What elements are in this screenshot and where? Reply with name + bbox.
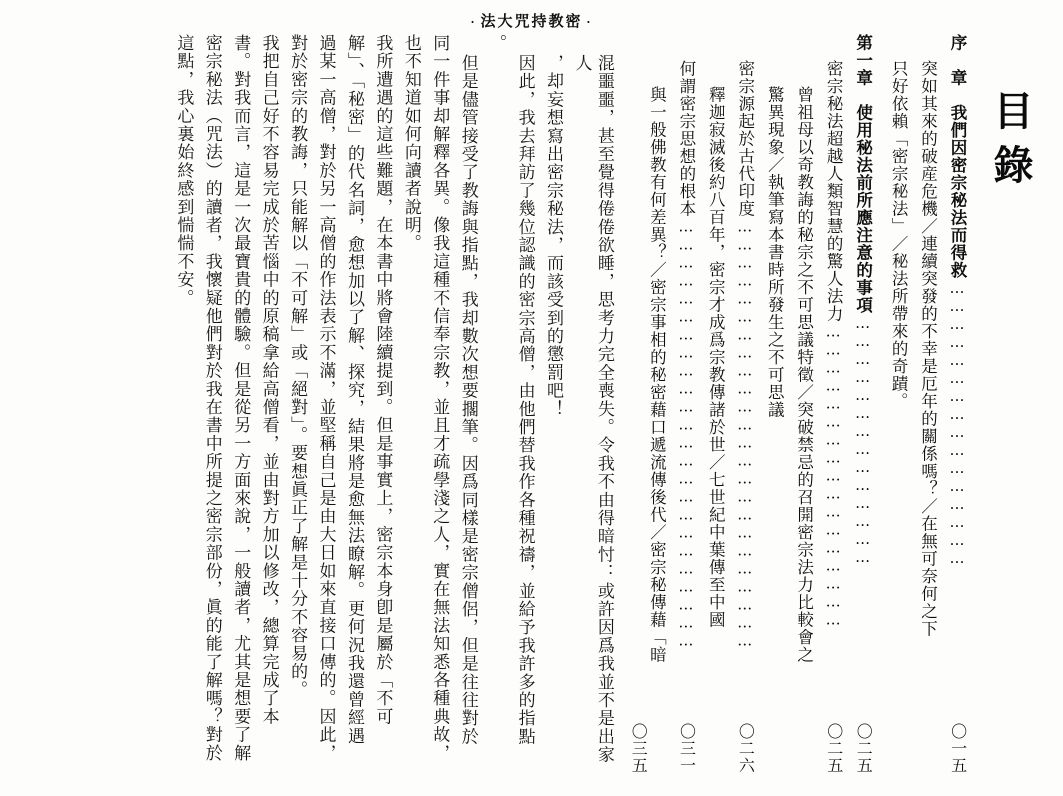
toc-entry-7[interactable] xyxy=(730,34,760,776)
toc-entry-5 xyxy=(789,34,818,776)
preface-column-8: 解」、「秘密」的代名詞，愈想加以了解、探究，結果將是愈無法瞭解。更何況我還曾經遇 xyxy=(343,34,364,745)
toc-entry-label: 驚異現象／執筆寫本書時所發生之不可思議 xyxy=(765,86,785,419)
toc-entry-label: 與一般佛教有何差異？／密宗事相的秘密藉口遞流傳後代／密宗秘傳藉「暗 xyxy=(647,86,667,664)
toc-entry-8 xyxy=(701,34,730,776)
preface-column-7: 我所遭遇的這些難題，在本書中將會陸續提到。但是事實上，密宗本身卽是屬於「不可 xyxy=(372,34,393,726)
toc-entry-label: 序 章 我們因密宗秘法而得救 xyxy=(948,34,967,279)
toc-entry-3[interactable] xyxy=(848,34,878,776)
toc-entry-leader: …………………………………… xyxy=(853,314,872,566)
toc-entry-label: 第一章 使用秘法前所應注意的事項 xyxy=(853,34,873,314)
preface-column-6: 也不知道如何向讀者說明。 xyxy=(400,34,421,253)
preface-column-10: 對於密宗的教誨，只能解以「不可解」或「絕對」。要想眞正了解是十分不容易的。 xyxy=(287,34,308,699)
preface-column-14: 這點，我心裏始終感到惴惴不安。 xyxy=(173,34,194,307)
toc-entry-label: 何謂密宗思想的根本 xyxy=(676,60,696,218)
running-head xyxy=(0,10,1063,31)
toc-entry-page: 〇二五 xyxy=(824,723,844,774)
toc-entry-11 xyxy=(629,34,649,776)
preface-column-11: 我把自己好不容易完成於苦惱中的原稿拿給高僧看，並由對方加以修改，總算完成了本 xyxy=(258,34,279,726)
running-head-right-dot: · xyxy=(586,15,593,29)
preface-column-4: 但是儘管接受了教誨與指點，我却數次想要擱筆。因爲同樣是密宗僧侶，但是往往對於 xyxy=(457,54,478,746)
preface-column-1: ，却妄想寫出密宗秘法，而該受到的懲罰吧！ xyxy=(543,54,563,418)
toc-entry-label: 釋迦寂滅後約八百年，密宗才成爲宗教傳諸於世／七世紀中葉傳至中國 xyxy=(706,86,726,629)
preface-column-0: 混噩噩，甚至覺得倦倦欲睡，思考力完全喪失。令我不由得暗忖：或許因爲我並不是出家人 xyxy=(571,54,614,764)
toc-entry-label: 突如其來的破産危機／連續突發的不幸是厄年的關係嗎？／在無可奈何之下 xyxy=(918,60,938,638)
toc-entry-leader: ……………………………………………………………… xyxy=(735,217,754,650)
running-head-left-dot: · xyxy=(470,15,477,29)
toc-entry-6 xyxy=(760,34,789,776)
toc-entry-2 xyxy=(884,34,913,776)
vertical-text-area xyxy=(0,34,1063,786)
toc-entry-10 xyxy=(642,34,671,776)
toc-entry-label: 只好依賴「密宗秘法」／秘法所帶來的奇蹟。 xyxy=(889,60,909,410)
toc-entry-1 xyxy=(913,34,942,776)
preface-column-5: 同一件事却解釋各異。像我這種不信奉宗教，並且才疏學淺之人，實在無法知悉各種典故， xyxy=(429,34,450,762)
toc-entry-label: 密宗秘法超越人類智慧的驚人法力 xyxy=(824,60,844,323)
toc-entry-leader: ……………………………………………………………… xyxy=(676,217,695,650)
preface-column-3: 。 xyxy=(486,34,507,53)
toc-entry-page: 〇二五 xyxy=(854,723,874,774)
toc-entry-leader: ………………………………………… xyxy=(948,279,966,567)
toc-title: 目錄 xyxy=(987,90,1034,198)
toc-entry-page: 〇三一 xyxy=(677,723,697,774)
toc-entry-page: 〇二六 xyxy=(736,723,756,774)
preface-column-13: 密宗秘法（咒法）的讀者，我懷疑他們對於我在書中所提之密宗部份，眞的能了解嗎？對於 xyxy=(201,34,222,762)
toc-entry-0[interactable] xyxy=(943,34,973,776)
toc-entry-4[interactable] xyxy=(819,34,849,776)
preface-column-12: 書。對我而言，這是一次最寶貴的體驗。但是從另一方面來說，一般讀者，尤其是想要了解 xyxy=(230,34,251,762)
preface-column-2: 因此，我去拜訪了幾位認識的密宗高僧，由他們替我作各種祝禱，並給予我許多的指點 xyxy=(514,54,535,746)
toc-entry-page: 〇三五 xyxy=(629,723,649,774)
toc-entry-leader: …………………………………………… xyxy=(824,322,843,629)
toc-entry-label: 密宗源起於古代印度 xyxy=(735,60,755,218)
toc-entry-9[interactable] xyxy=(671,34,701,776)
preface-column-9: 過某一高僧，對於另一高僧的作法表示不滿，並堅稱自己是由大日如來直接口傳的。因此， xyxy=(315,34,336,762)
toc-entry-label: 曾祖母以奇教誨的秘宗之不可思議特徵／突破禁忌的召開密宗法力比較會之 xyxy=(794,86,814,664)
toc-entry-page: 〇一五 xyxy=(948,723,968,774)
running-head-text: 法大咒持教密 xyxy=(480,12,583,30)
